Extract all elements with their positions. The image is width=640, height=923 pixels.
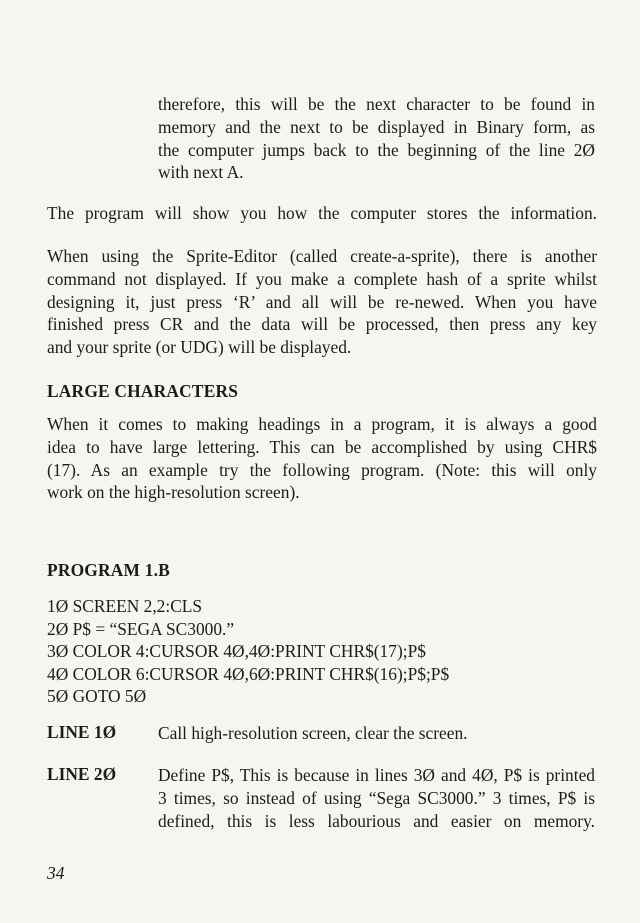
large-characters-heading: LARGE CHARACTERS <box>47 381 239 401</box>
sprite-editor-paragraph <box>47 245 597 359</box>
text-line: Call high-resolution screen, clear the screen. <box>158 723 468 743</box>
intro-paragraph <box>158 93 595 184</box>
code-line: 3Ø COLOR 4:CURSOR 4Ø,4Ø:PRINT CHR$(17);P$ <box>47 641 426 662</box>
code-line: 2Ø P$ = “SEGA SC3000.” <box>47 618 235 639</box>
text-line: designing it, just press ‘R’ and all will be re-newed. When you have <box>47 291 597 312</box>
code-line: 5Ø GOTO 5Ø <box>47 686 147 707</box>
program-heading: PROGRAM 1.B <box>47 560 170 580</box>
line-10-explanation <box>158 722 595 745</box>
program-listing <box>47 595 449 708</box>
text-line: 3 times, so instead of using “Sega SC3000.” 3 times, P$ is <box>158 787 595 808</box>
text-line: command not displayed. If you make a complete hash of a sprite whilst <box>47 268 597 289</box>
text-line: defined, this is less labourious and easier on memory. <box>158 810 595 831</box>
line-20-explanation <box>158 764 595 832</box>
text-line: When it comes to making headings in a program, it is always a good <box>47 414 597 434</box>
text-line: idea to have large lettering. This can be accomplished by using CHR$ <box>47 436 597 457</box>
text-line: (17). As an example try the following program. (Note: this will only <box>47 459 597 480</box>
code-line: 1Ø SCREEN 2,2:CLS <box>47 596 203 616</box>
text-line: memory and the next to be displayed in Binary form, as <box>158 116 595 137</box>
text-line: the computer jumps back to the beginning of the line 2Ø <box>158 139 595 160</box>
code-line: 4Ø COLOR 6:CURSOR 4Ø,6Ø:PRINT CHR$(16);P$;P$ <box>47 663 450 684</box>
text-line: Define P$, This is because in lines 3Ø and 4Ø, P$ is printed <box>158 765 595 785</box>
text-line: When using the Sprite-Editor (called create-a-sprite), there is another <box>47 246 597 266</box>
text-line: work on the high-resolution screen). <box>47 482 300 503</box>
line-10-label: LINE 1Ø <box>47 722 117 742</box>
text-line: finished press CR and the data will be processed, then press any key <box>47 314 597 335</box>
program-note-paragraph <box>47 202 597 225</box>
page-number: 34 <box>47 863 65 883</box>
large-characters-paragraph <box>47 413 597 504</box>
text-line: The program will show you how the computer stores the information. <box>47 203 597 223</box>
text-line: with next A. <box>158 162 244 183</box>
line-20-label: LINE 2Ø <box>47 764 117 784</box>
text-line: and your sprite (or UDG) will be displayed. <box>47 337 352 358</box>
text-line: therefore, this will be the next character to be found in <box>158 94 595 114</box>
